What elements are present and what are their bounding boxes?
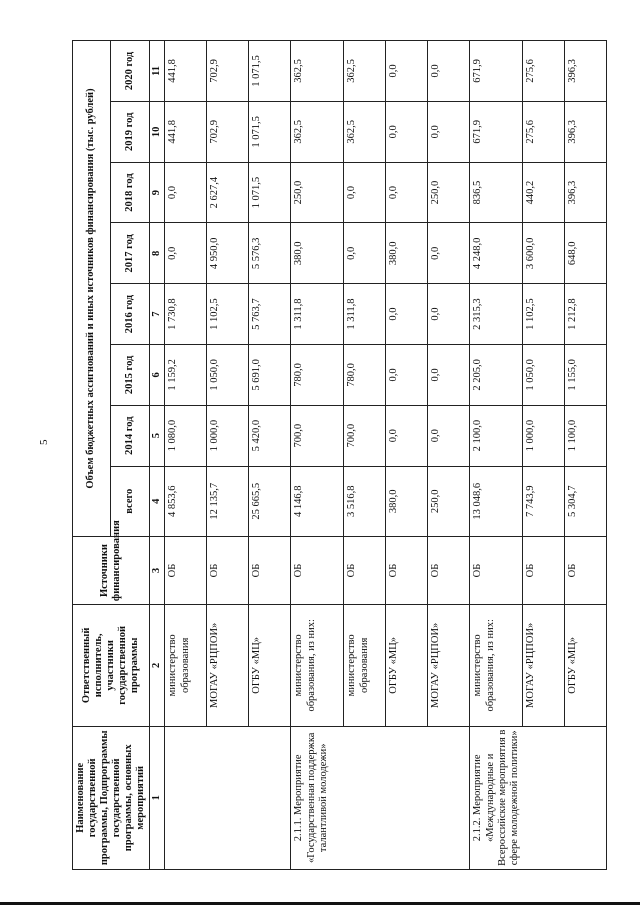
funding-source-cell: ОБ [165,537,207,605]
header-funding-group: Объем бюджетных ассигнований и иных источников финансирования (тыс. рублей) [73,41,111,537]
year-value-cell: 396,3 [565,101,607,162]
funding-source-cell: ОБ [470,537,523,605]
year-value-cell: 250,0 [291,162,344,223]
total-cell: 4 146,8 [291,466,344,536]
column-number: 8 [150,223,165,284]
funding-source-cell: ОБ [207,537,249,605]
table-row [165,41,207,870]
total-cell: 3 516,8 [344,466,386,536]
year-value-cell: 1 311,8 [344,284,386,345]
year-value-cell: 1 100,0 [565,405,607,466]
total-cell: 250,0 [428,466,470,536]
year-value-cell: 836,5 [470,162,523,223]
column-number-row [150,41,165,870]
header-executor: Ответственный исполнитель, участники государственной программы [73,605,150,727]
header-year: 2015 год [110,344,150,405]
column-number: 1 [150,726,165,869]
funding-source-cell: ОБ [249,537,291,605]
executor-cell: министерство образования [344,605,386,727]
year-value-cell: 0,0 [428,41,470,102]
year-value-cell: 5 691,0 [249,344,291,405]
year-value-cell: 702,9 [207,101,249,162]
year-value-cell: 1 730,8 [165,284,207,345]
rotated-page-content [72,40,612,870]
year-value-cell: 700,0 [344,405,386,466]
funding-source-cell: ОБ [386,537,428,605]
executor-cell: ОГБУ «МЦ» [565,605,607,727]
column-number: 2 [150,605,165,727]
total-cell: 7 743,9 [523,466,565,536]
year-value-cell: 0,0 [428,344,470,405]
year-value-cell: 671,9 [470,101,523,162]
year-value-cell: 275,6 [523,41,565,102]
program-name-cell: 2.1.1. Мероприятие «Государственная поддержка талантливой молодежи» [291,726,470,869]
executor-cell: МОГАУ «РЦПОИ» [523,605,565,727]
year-value-cell: 702,9 [207,41,249,102]
funding-source-cell: ОБ [344,537,386,605]
year-value-cell: 396,3 [565,41,607,102]
year-value-cell: 4 950,0 [207,223,249,284]
year-value-cell: 671,9 [470,41,523,102]
total-cell: 12 135,7 [207,466,249,536]
year-value-cell: 440,2 [523,162,565,223]
column-number: 7 [150,284,165,345]
year-value-cell: 0,0 [165,162,207,223]
year-value-cell: 362,5 [291,41,344,102]
year-value-cell: 0,0 [428,405,470,466]
year-value-cell: 362,5 [344,41,386,102]
year-value-cell: 1 000,0 [523,405,565,466]
executor-cell: МОГАУ «РЦПОИ» [428,605,470,727]
total-cell: 5 304,7 [565,466,607,536]
year-value-cell: 1 071,5 [249,162,291,223]
year-value-cell: 1 071,5 [249,41,291,102]
column-number: 6 [150,344,165,405]
year-value-cell: 0,0 [344,223,386,284]
year-value-cell: 362,5 [344,101,386,162]
year-value-cell: 2 315,3 [470,284,523,345]
header-year: 2017 год [110,223,150,284]
header-year: 2014 год [110,405,150,466]
year-value-cell: 441,8 [165,41,207,102]
year-value-cell: 5 763,7 [249,284,291,345]
year-value-cell: 250,0 [428,162,470,223]
executor-cell: ОГБУ «МЦ» [249,605,291,727]
year-value-cell: 700,0 [291,405,344,466]
year-value-cell: 441,8 [165,101,207,162]
total-cell: 4 853,6 [165,466,207,536]
year-value-cell: 0,0 [386,344,428,405]
year-value-cell: 1 159,2 [165,344,207,405]
funding-table [72,40,607,870]
year-value-cell: 2 100,0 [470,405,523,466]
year-value-cell: 396,3 [565,162,607,223]
year-value-cell: 1 000,0 [207,405,249,466]
column-number: 5 [150,405,165,466]
year-value-cell: 1 102,5 [523,284,565,345]
header-year: 2020 год [110,41,150,102]
year-value-cell: 275,6 [523,101,565,162]
year-value-cell: 3 600,0 [523,223,565,284]
header-year: 2016 год [110,284,150,345]
year-value-cell: 780,0 [291,344,344,405]
header-program-name: Наименование государственной программы, Подпрограммы государственной программы, основных мероприятий [73,726,150,869]
executor-cell: министерство образования, из них: [291,605,344,727]
header-year: 2019 год [110,101,150,162]
executor-cell: министерство образования, из них: [470,605,523,727]
year-value-cell: 0,0 [165,223,207,284]
year-value-cell: 0,0 [386,41,428,102]
year-value-cell: 780,0 [344,344,386,405]
year-value-cell: 380,0 [291,223,344,284]
header-funding-source: Источники финансирования [73,537,150,605]
year-value-cell: 380,0 [386,223,428,284]
header-total: всего [110,466,150,536]
table-row [470,41,523,870]
column-number: 4 [150,466,165,536]
funding-source-cell: ОБ [428,537,470,605]
column-number: 10 [150,101,165,162]
year-value-cell: 2 205,0 [470,344,523,405]
year-value-cell: 1 311,8 [291,284,344,345]
header-year: 2018 год [110,162,150,223]
total-cell: 380,0 [386,466,428,536]
year-value-cell: 1 155,0 [565,344,607,405]
year-value-cell: 1 050,0 [207,344,249,405]
year-value-cell: 1 071,5 [249,101,291,162]
column-number: 11 [150,41,165,102]
year-value-cell: 4 248,0 [470,223,523,284]
year-value-cell: 5 576,3 [249,223,291,284]
year-value-cell: 648,0 [565,223,607,284]
column-number: 9 [150,162,165,223]
year-value-cell: 0,0 [386,101,428,162]
year-value-cell: 1 212,8 [565,284,607,345]
executor-cell: министерство образования [165,605,207,727]
year-value-cell: 1 080,0 [165,405,207,466]
year-value-cell: 0,0 [428,223,470,284]
year-value-cell: 0,0 [386,405,428,466]
year-value-cell: 1 050,0 [523,344,565,405]
column-number: 3 [150,537,165,605]
table-row [291,41,344,870]
year-value-cell: 2 627,4 [207,162,249,223]
year-value-cell: 0,0 [386,162,428,223]
year-value-cell: 0,0 [428,284,470,345]
funding-source-cell: ОБ [523,537,565,605]
table-body [165,41,607,870]
total-cell: 13 048,6 [470,466,523,536]
page-number: 5 [38,439,50,445]
funding-source-cell: ОБ [565,537,607,605]
executor-cell: МОГАУ «РЦПОИ» [207,605,249,727]
year-value-cell: 362,5 [291,101,344,162]
year-value-cell: 0,0 [344,162,386,223]
year-value-cell: 0,0 [386,284,428,345]
year-value-cell: 5 420,0 [249,405,291,466]
year-value-cell: 1 102,5 [207,284,249,345]
total-cell: 25 665,5 [249,466,291,536]
executor-cell: ОГБУ «МЦ» [386,605,428,727]
year-value-cell: 0,0 [428,101,470,162]
program-name-cell [165,726,291,869]
program-name-cell: 2.1.2. Мероприятие «Международные и Всероссийские мероприятия в сфере молодежной политики» [470,726,607,869]
funding-source-cell: ОБ [291,537,344,605]
